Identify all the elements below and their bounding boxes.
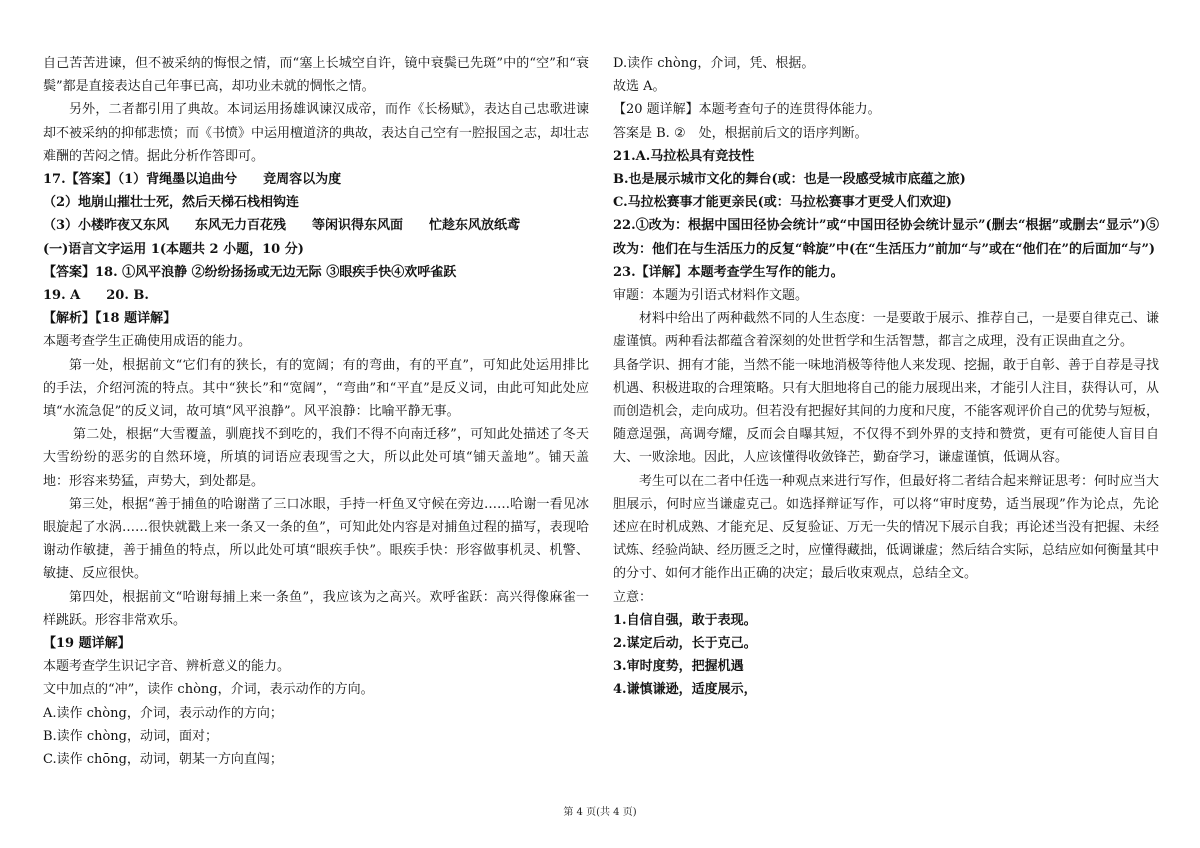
answer-21-a: 21.A.马拉松具有竞技性 — [613, 148, 755, 164]
paragraph: 文中加点的“冲”，读作 chòng，介词，表示动作的方向。 — [43, 682, 374, 698]
paragraph: 第二处，根据“大雪覆盖，驯鹿找不到吃的，我们不得不向南迁移”，可知此处描述了冬天大雪纷纷的恶劣的自然环境，所填的词语应表现雪之大，所以此处可填“铺天盖地”。铺天盖地：形容来势猛，声势大，到处都是。 — [43, 427, 589, 489]
paragraph: 故选 A。 — [613, 79, 666, 95]
answer-17-line-3: （3）小楼昨夜又东风 东风无力百花残 等闲识得东风面 忙趁东风放纸鸢 — [43, 218, 521, 234]
paragraph: 材料中给出了两种截然不同的人生态度：一是要敢于展示、推荐自己，一是要自律克己、谦虚谨慎。两种看法都蕴含着深刻的处世哲学和生活智慧，都言之成理，没有正误曲直之分。 — [613, 311, 1160, 350]
idea-4: 4.谦慎谦逊，适度展示， — [613, 682, 757, 698]
paragraph: 另外，二者都引用了典故。本词运用扬雄讽谏汉成帝，而作《长杨赋》，表达自己忠歌进谏却不被采纳的抑郁悲愤；而《书愤》中运用檀道济的典故，表达自己空有一腔报国之志，却壮志难酬的苦闷之情。据此分析作答即可。 — [43, 102, 590, 164]
idea-1: 1.自信自强，敢于表现。 — [613, 612, 757, 628]
paragraph: 审题：本题为引语式材料作文题。 — [613, 288, 809, 304]
option-d: D.读作 chòng，介词，凭、根据。 — [613, 56, 815, 71]
q19-heading: 【19 题详解】 — [43, 636, 131, 652]
answer-19-20: 19. A 20. B. — [43, 288, 149, 304]
paragraph: 考生可以在二者中任选一种观点来进行写作，但最好将二者结合起来辩证思考：何时应当大胆展示，何时应当谦虚克己。如选择辩证写作，可以将“审时度势，适当展现”作为论点，先论述应在时机成熟、才能充足、反复验证、万无一失的情况下展示自我；再论述当没有把握、未经试炼、经验尚缺、经历匮乏之时，应懂得藏拙，低调谦虚；然后结合实际，总结应如何衡量其中的分寸、如何才能作出正确的决定；最后收束观点，总结全文。 — [613, 473, 1160, 582]
paragraph: 第三处，根据“善于捕鱼的哈谢凿了三口冰眼，手持一杆鱼叉守候在旁边……哈谢一看见冰眼旋起了水涡……很快就戳上来一条又一条的鱼”，可知此处内容是对捕鱼过程的描写，表现哈谢动作敏捷，善于捕鱼的特点，所以此处可填“眼疾手快”。眼疾手快：形容做事机灵、机警、敏捷、反应很快。 — [43, 496, 589, 582]
paragraph: 第一处，根据前文“它们有的狭长，有的宽阔；有的弯曲，有的平直”，可知此处运用排比的手法，介绍河流的特点。其中“狭长”和“宽阔”，“弯曲”和“平直”是反义词，由此可知此处应填“水流急促”的反义词，故可填“风平浪静”。风平浪静：比喻平静无事。 — [43, 357, 589, 420]
answer-18: 【答案】18. ①风平浪静 ②纷纷扬扬或无边无际 ③眼疾手快④欢呼雀跃 — [43, 264, 457, 280]
paragraph: 本题考查学生识记字音、辨析意义的能力。 — [43, 659, 291, 675]
paragraph: 立意： — [613, 589, 653, 605]
idea-2: 2.谋定后动，长于克己。 — [613, 636, 757, 652]
answer-21-c: C.马拉松赛事才能更亲民(或：马拉松赛事才更受人们欢迎) — [613, 195, 952, 211]
answer-21-b: B.也是展示城市文化的舞台(或：也是一段感受城市底蕴之旅) — [613, 172, 966, 188]
option-b: B.读作 chòng，动词，面对； — [43, 728, 218, 744]
right-column — [613, 52, 1159, 702]
paragraph: 具备学识、拥有才能，当然不能一味地消极等待他人来发现、挖掘，敢于自彰、善于自荐是寻找机遇、积极进取的合理策略。只有大胆地将自己的能力展现出来，才能引人注目，获得认可，从而创造机会，走向成功。但若没有把握好其间的力度和尺度，不能客观评价自己的优势与短板，随意逞强，高调夸耀，反而会自曝其短，不仅得不到外界的支持和赞赏，更有可能使人盲目自大、一败涂地。因此，人应该懂得收敛锋芒，勤奋学习，谦虚谨慎，低调从容。 — [613, 357, 1160, 466]
answer-17-line-2: （2）地崩山摧壮士死，然后天梯石栈相钩连 — [43, 195, 300, 211]
option-c: C.读作 chōng，动词，朝某一方向直闯； — [43, 752, 283, 768]
idea-3: 3.审时度势，把握机遇 — [613, 659, 744, 675]
answer-17-line-1: 17.【答案】（1）背绳墨以追曲兮 竞周容以为度 — [43, 172, 342, 188]
option-a: A.读作 chòng，介词，表示动作的方向； — [43, 705, 283, 721]
section-heading: (一)语言文字运用 1(本题共 2 小题，10 分) — [43, 241, 304, 257]
paragraph: 自己苦苦进谏，但不被采纳的悔恨之情，而“塞上长城空自许，镜中衰鬓已先斑”中的“空”和“衰鬓”都是直接表达自己年事已高，却功业未就的惆怅之情。 — [43, 56, 589, 95]
paragraph: 第四处，根据前文“哈谢每捕上来一条鱼”，我应该为之高兴。欢呼雀跃：高兴得像麻雀一样跳跃。形容非常欢乐。 — [43, 589, 589, 628]
q20-heading: 【20 题详解】本题考查句子的连贯得体能力。 — [613, 102, 881, 118]
page-number: 第 4 页(共 4 页) — [563, 807, 637, 818]
paragraph: 答案是 B. ② 处，根据前后文的语序判断。 — [613, 125, 868, 141]
answer-22: 22.①改为：根据中国田径协会统计”或“中国田径协会统计显示”(删去“根据”或删去“显示”)⑤改为：他们在与生活压力的反复“斡旋”中(在“生活压力”前加“与”或在“他们在”的后面加“与”) — [613, 218, 1159, 257]
left-column — [43, 52, 589, 771]
analysis-heading: 【解析】【18 题详解】 — [43, 311, 177, 327]
q23-heading: 23.【详解】本题考查学生写作的能力。 — [613, 264, 844, 280]
paragraph: 本题考查学生正确使用成语的能力。 — [43, 334, 252, 350]
